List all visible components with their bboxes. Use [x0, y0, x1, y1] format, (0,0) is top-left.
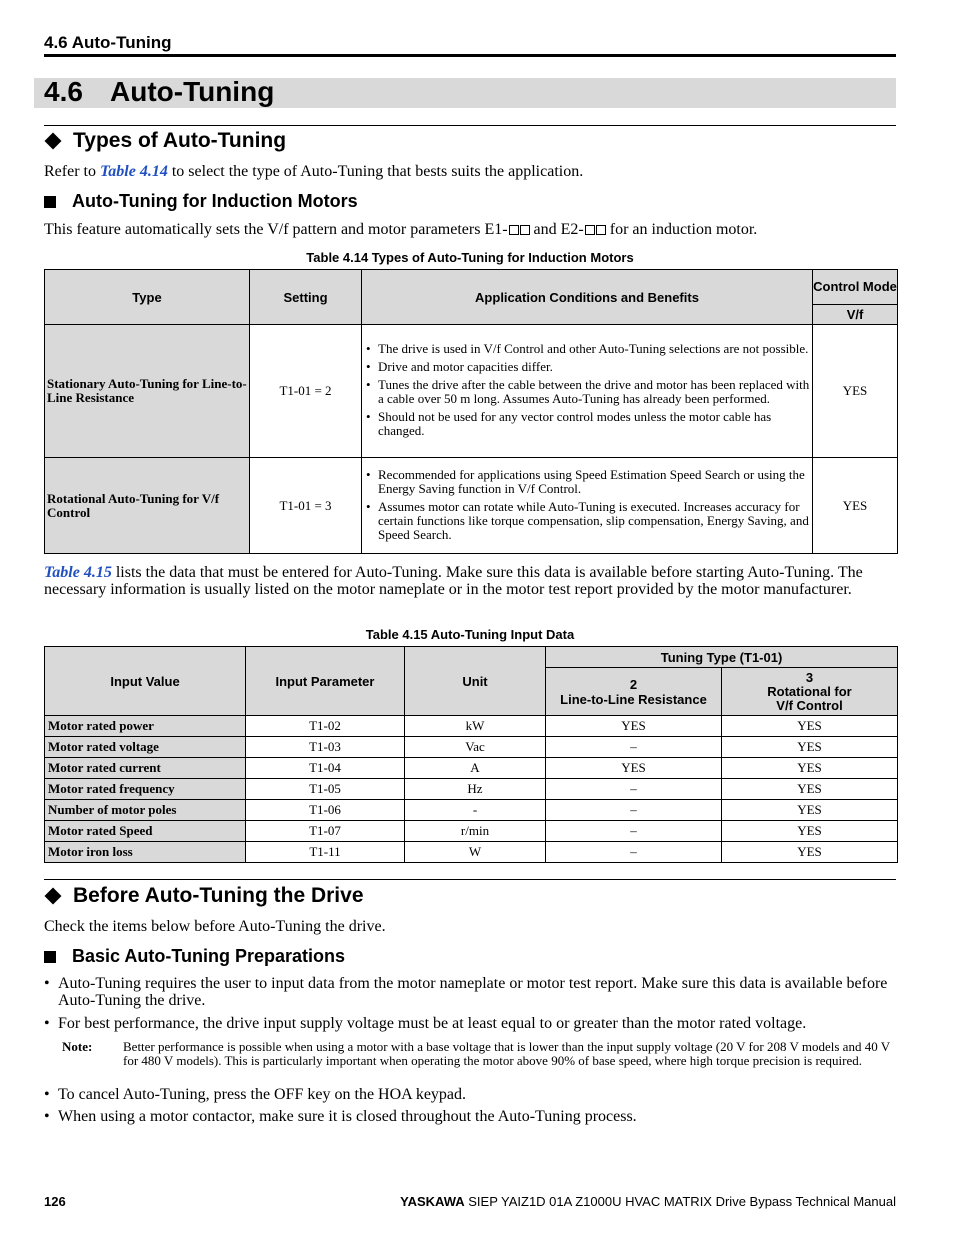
input-value-cell: Motor rated current: [45, 758, 246, 779]
type-2-cell: –: [546, 842, 722, 863]
type-3-name-line1: Rotational for: [767, 683, 852, 699]
placeholder-box-icon: [585, 225, 595, 235]
table-row: [45, 716, 898, 737]
intro-text-pre: Refer to: [44, 163, 100, 180]
list-item: • For best performance, the drive input supply voltage must be at least equal to or greater than the motor rated voltage.: [44, 1015, 900, 1032]
note-text: Better performance is possible when using a motor with a base voltage that is lower than the input supply voltage (20 V for 208 V models and 40 V for 480 V models). This is particularly important when operating the motor above 90% of base speed, where high torque precision is required.: [123, 1039, 890, 1068]
table-4-14-link[interactable]: Table 4.14: [99, 163, 168, 180]
conditions-cell: [362, 458, 813, 554]
diamond-bullet-icon: [45, 888, 62, 905]
type-cell: Stationary Auto-Tuning for Line-to-Line Resistance: [45, 325, 250, 458]
list-item: • To cancel Auto-Tuning, press the OFF key on the HOA keypad.: [44, 1086, 900, 1103]
col-header-application: Application Conditions and Benefits: [362, 270, 813, 325]
type-2-number: 2: [629, 676, 638, 692]
check-paragraph: Check the items below before Auto-Tuning the drive.: [44, 918, 386, 935]
conditions-cell: [362, 325, 813, 458]
table-4-15-paragraph-text: lists the data that must be entered for Auto-Tuning. Make sure this data is available before starting Auto-Tuning. The necessary information is usually listed on the motor nameplate or in the motor test report provided by the motor manufacturer.: [44, 564, 863, 598]
table-row: [45, 737, 898, 758]
chapter-number: 4.6: [44, 76, 83, 107]
section-rule: [44, 125, 896, 126]
type-3-number: 3: [805, 669, 814, 685]
table-4-15-link[interactable]: Table 4.15: [44, 564, 112, 581]
list-item: • When using a motor contactor, make sure it is closed throughout the Auto-Tuning process.: [44, 1108, 900, 1125]
col-header-unit: Unit: [405, 647, 546, 716]
input-value-cell: Motor rated voltage: [45, 737, 246, 758]
page-number: 126: [44, 1194, 66, 1209]
table-4-15: [44, 646, 898, 863]
induction-text-2: and E2-: [529, 221, 584, 238]
section-rule: [44, 879, 896, 880]
unit-cell: kW: [405, 716, 546, 737]
input-value-cell: Number of motor poles: [45, 800, 246, 821]
input-parameter-cell: T1-07: [246, 821, 405, 842]
placeholder-box-icon: [596, 225, 606, 235]
intro-text-post: to select the type of Auto-Tuning that bests suits the application.: [167, 163, 584, 180]
table-row: [45, 779, 898, 800]
input-value-cell: Motor rated power: [45, 716, 246, 737]
col-header-type-3: [722, 668, 898, 716]
brand-name: YASKAWA: [400, 1194, 465, 1209]
type-2-cell: –: [546, 800, 722, 821]
input-value-cell: Motor rated frequency: [45, 779, 246, 800]
table-row: [45, 458, 898, 554]
section-title-types: [44, 129, 286, 153]
col-header-setting: Setting: [250, 270, 362, 325]
table-4-14: [44, 269, 898, 554]
footer-manual-title: [400, 1194, 896, 1209]
section-title-text: Before Auto-Tuning the Drive: [73, 884, 364, 907]
table-4-15-caption: Table 4.15 Auto-Tuning Input Data: [365, 627, 575, 642]
list-item: • Auto-Tuning requires the user to input data from the motor nameplate or motor test report. Make sure this data is available before Auto-Tuning the drive.: [44, 975, 900, 1009]
vf-cell: YES: [813, 325, 898, 458]
list-item: • The drive is used in V/f Control and other Auto-Tuning selections are not possible.: [362, 342, 810, 356]
note-label: Note:: [62, 1039, 93, 1054]
section-title-before: [44, 884, 364, 908]
col-header-input-value: Input Value: [45, 647, 246, 716]
vf-cell: YES: [813, 458, 898, 554]
type-2-cell: –: [546, 737, 722, 758]
unit-cell: A: [405, 758, 546, 779]
unit-cell: W: [405, 842, 546, 863]
col-header-type: Type: [45, 270, 250, 325]
header-rule: [44, 54, 896, 57]
square-bullet-icon: [44, 196, 56, 208]
list-item: • Should not be used for any vector control modes unless the motor cable has changed.: [362, 410, 810, 438]
col-header-type-2: [546, 668, 722, 716]
type-2-cell: YES: [546, 758, 722, 779]
col-header-vf: V/f: [813, 305, 898, 325]
type-3-cell: YES: [722, 716, 898, 737]
table-row: [45, 758, 898, 779]
table-row: [45, 842, 898, 863]
diamond-bullet-icon: [45, 133, 62, 150]
input-parameter-cell: T1-03: [246, 737, 405, 758]
setting-cell: T1-01 = 2: [250, 325, 362, 458]
input-value-cell: Motor rated Speed: [45, 821, 246, 842]
col-header-input-parameter: Input Parameter: [246, 647, 405, 716]
chapter-title: [44, 76, 274, 108]
input-parameter-cell: T1-06: [246, 800, 405, 821]
chapter-name: Auto-Tuning: [110, 76, 275, 107]
unit-cell: -: [405, 800, 546, 821]
type-2-cell: –: [546, 779, 722, 800]
input-parameter-cell: T1-05: [246, 779, 405, 800]
type-2-cell: –: [546, 821, 722, 842]
type-2-name: Line-to-Line Resistance: [560, 691, 707, 707]
unit-cell: r/min: [405, 821, 546, 842]
type-3-cell: YES: [722, 821, 898, 842]
col-header-control-mode: Control Mode: [813, 270, 898, 305]
preparations-list-b: [44, 1086, 900, 1125]
type-2-cell: YES: [546, 716, 722, 737]
table-4-14-caption: Table 4.14 Types of Auto-Tuning for Induction Motors: [306, 250, 634, 265]
list-item: • Assumes motor can rotate while Auto-Tuning is executed. Increases accuracy for certain functions like torque compensation, slip compensation, Energy Saving, and Speed Search.: [362, 500, 810, 542]
list-item: • Drive and motor capacities differ.: [362, 360, 810, 374]
input-parameter-cell: T1-11: [246, 842, 405, 863]
subsection-title-basic: [44, 946, 345, 967]
subsection-title-induction: [44, 191, 358, 212]
setting-cell: T1-01 = 3: [250, 458, 362, 554]
type-3-name-line2: V/f Control: [776, 697, 843, 713]
type-3-cell: YES: [722, 737, 898, 758]
table-row: [45, 821, 898, 842]
type-3-cell: YES: [722, 800, 898, 821]
type-cell: Rotational Auto-Tuning for V/f Control: [45, 458, 250, 554]
section-title-text: Types of Auto-Tuning: [73, 129, 287, 152]
placeholder-box-icon: [509, 225, 519, 235]
input-parameter-cell: T1-02: [246, 716, 405, 737]
subsection-title-text: Auto-Tuning for Induction Motors: [72, 191, 358, 211]
type-3-cell: YES: [722, 758, 898, 779]
induction-text-1: This feature automatically sets the V/f pattern and motor parameters E1-: [44, 221, 508, 238]
table-row: [45, 800, 898, 821]
list-item: • Recommended for applications using Speed Estimation Speed Search or using the Energy Saving function in V/f Control.: [362, 468, 810, 496]
note-block: [62, 1040, 898, 1068]
square-bullet-icon: [44, 951, 56, 963]
list-item: • Tunes the drive after the cable between the drive and motor has been replaced with a cable over 50 m long. Assumes Auto-Tuning has already been performed.: [362, 378, 810, 406]
induction-paragraph: [44, 221, 900, 238]
col-header-tuning-type: Tuning Type (T1-01): [546, 647, 898, 668]
placeholder-box-icon: [520, 225, 530, 235]
table-4-15-paragraph: [44, 564, 900, 598]
type-3-cell: YES: [722, 842, 898, 863]
induction-text-3: for an induction motor.: [605, 221, 758, 238]
unit-cell: Vac: [405, 737, 546, 758]
table-row: [45, 325, 898, 458]
input-parameter-cell: T1-04: [246, 758, 405, 779]
input-value-cell: Motor iron loss: [45, 842, 246, 863]
type-3-cell: YES: [722, 779, 898, 800]
preparations-list-a: [44, 975, 900, 1032]
subsection-title-text: Basic Auto-Tuning Preparations: [72, 946, 346, 966]
running-head: 4.6 Auto-Tuning: [44, 33, 172, 52]
unit-cell: Hz: [405, 779, 546, 800]
manual-name: SIEP YAIZ1D 01A Z1000U HVAC MATRIX Drive Bypass Technical Manual: [464, 1194, 896, 1209]
intro-paragraph: [44, 163, 900, 180]
